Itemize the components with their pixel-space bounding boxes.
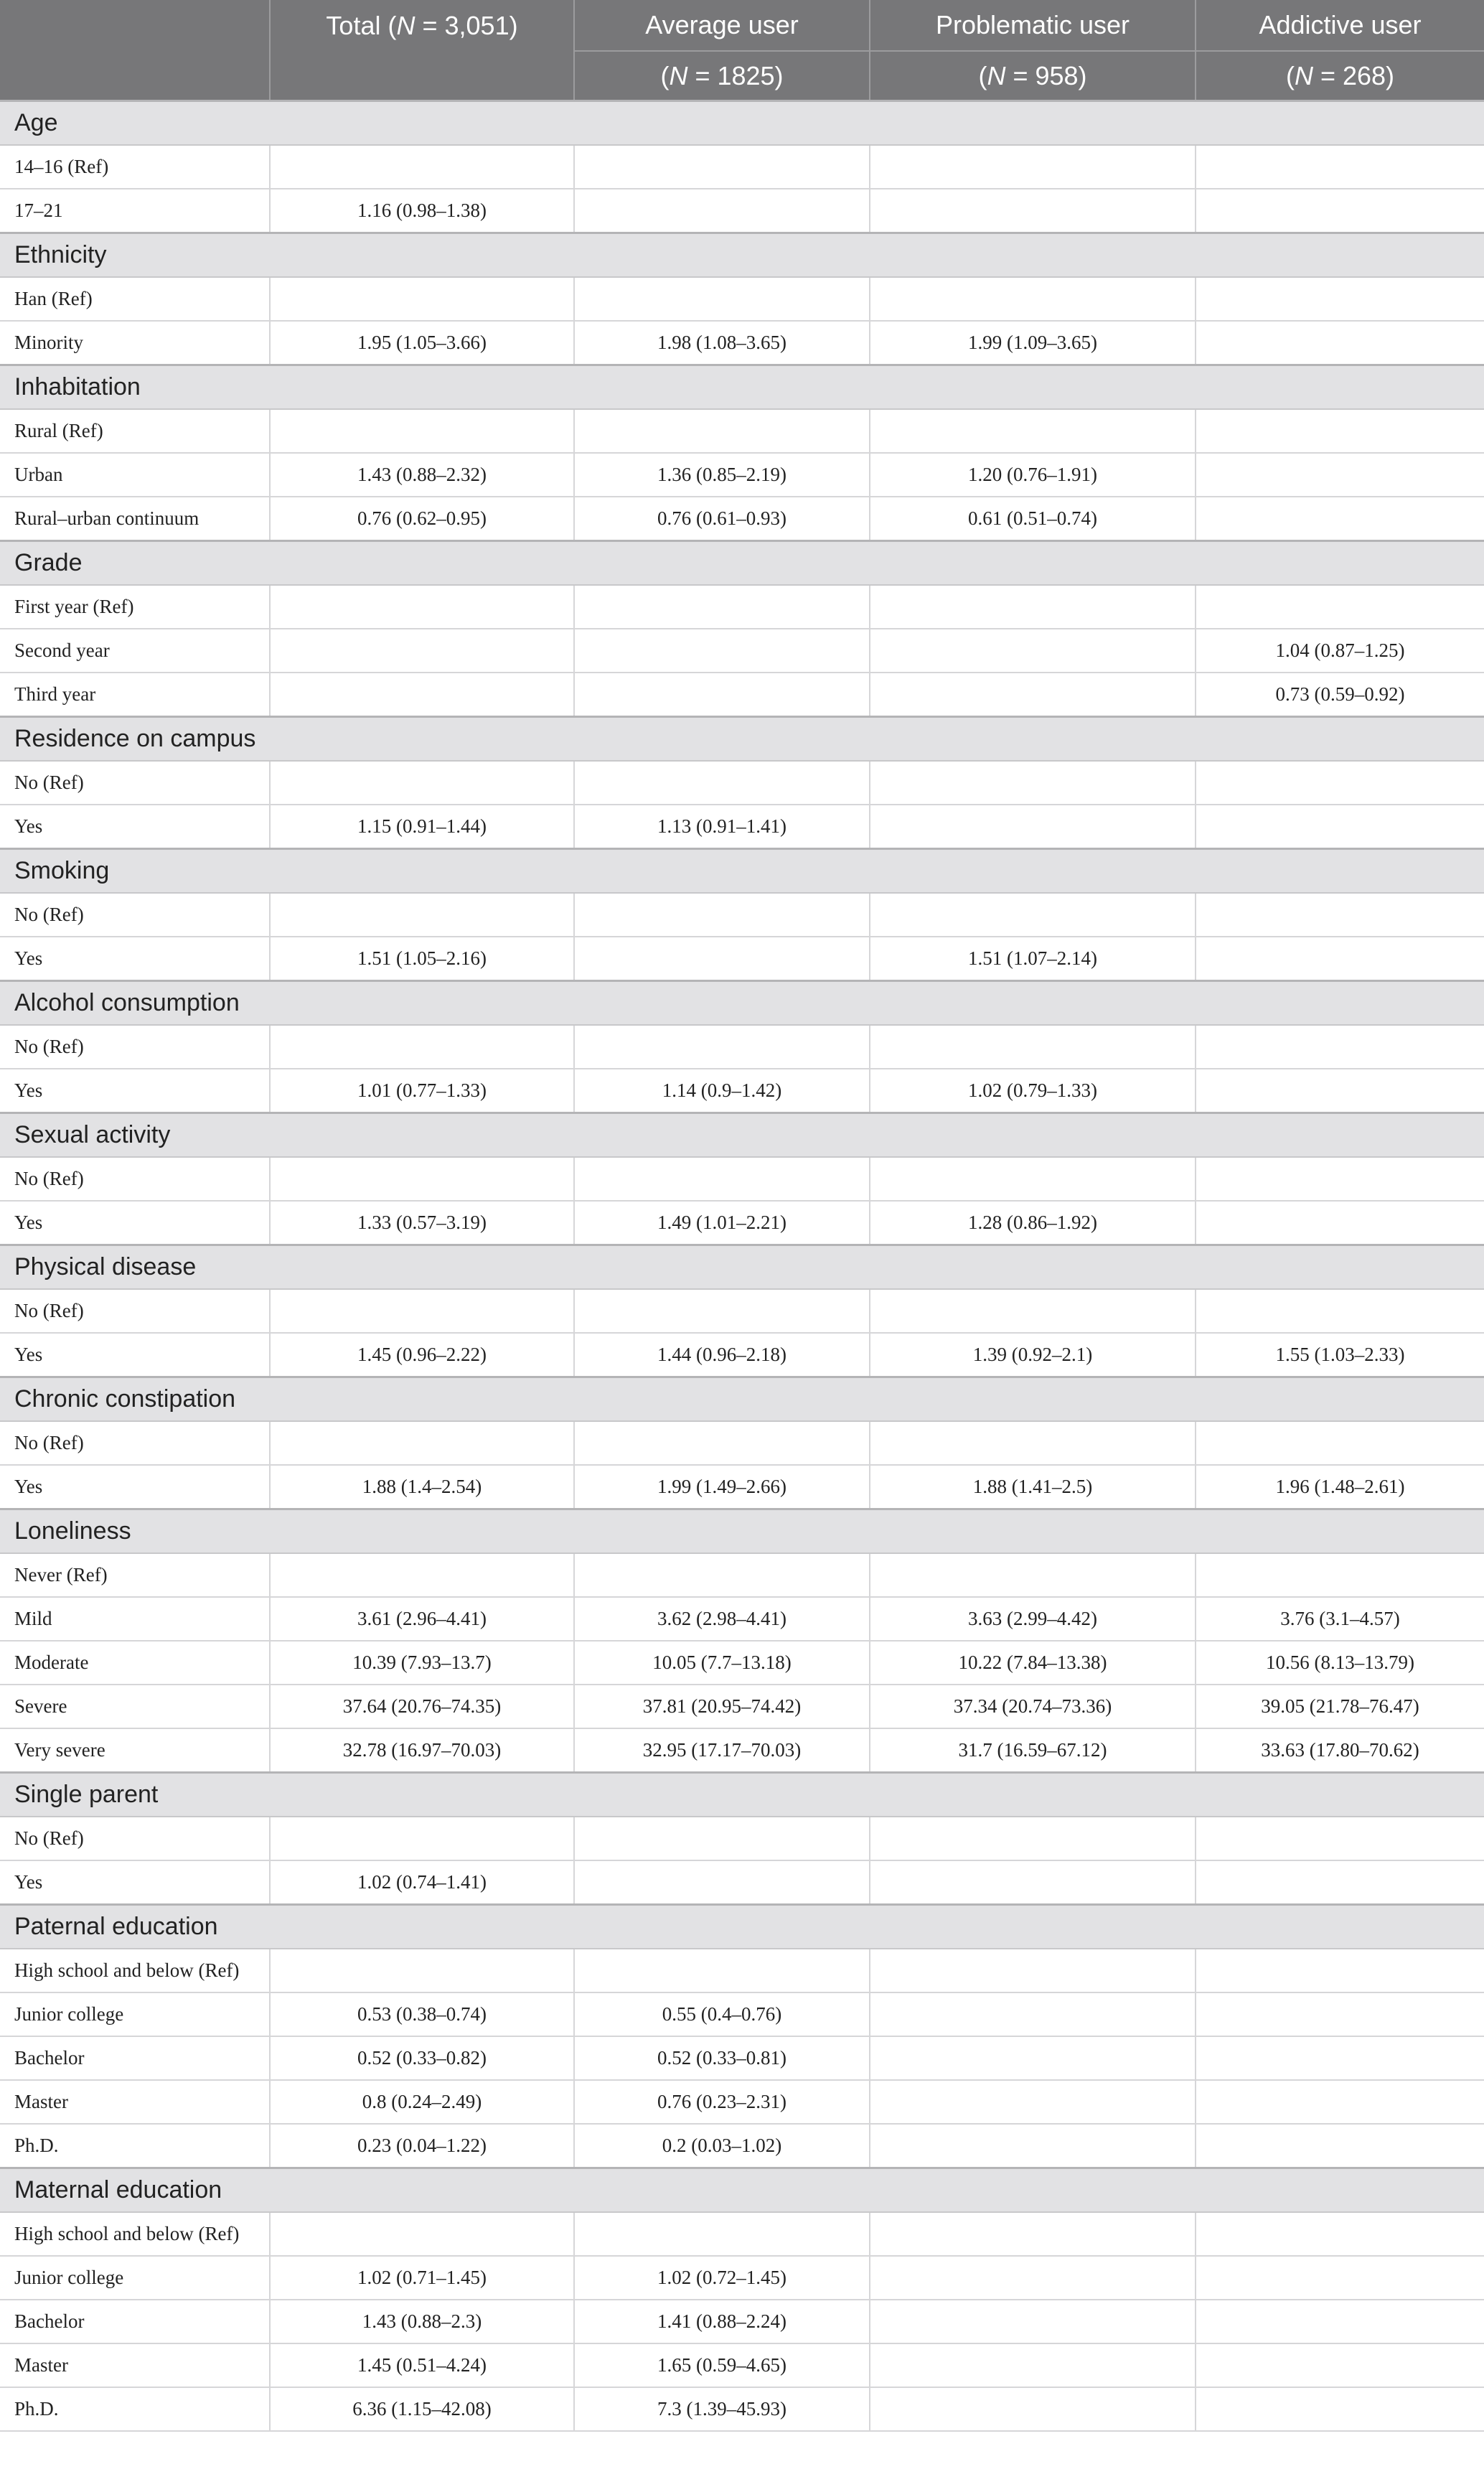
table-row [0,497,1484,541]
group-header-row [0,717,1484,762]
group-title: Smoking [0,849,1484,894]
addictive-user-cell: 3.76 (3.1–4.57) [1196,1597,1484,1641]
average-user-cell [574,2212,870,2256]
addictive-user-cell [1196,277,1484,321]
table-row [0,805,1484,849]
group-title: Sexual activity [0,1113,1484,1158]
group-title: Grade [0,541,1484,586]
table-row [0,1949,1484,1992]
table-row [0,1685,1484,1728]
problematic-user-cell: 1.39 (0.92–2.1) [870,1333,1196,1377]
problematic-user-cell: 31.7 (16.59–67.12) [870,1728,1196,1773]
total-cell: 0.8 (0.24–2.49) [270,2080,574,2124]
row-label: Master [0,2343,270,2387]
average-user-cell [574,1817,870,1860]
header-problematic-n: (N = 958) [870,51,1196,101]
header-average-n: (N = 1825) [574,51,870,101]
addictive-user-cell: 39.05 (21.78–76.47) [1196,1685,1484,1728]
row-label: Third year [0,673,270,717]
header-addictive-title: Addictive user [1196,0,1484,51]
header-average-title: Average user [574,0,870,51]
problematic-user-cell [870,1860,1196,1905]
total-cell: 1.02 (0.74–1.41) [270,1860,574,1905]
addictive-user-cell [1196,1553,1484,1597]
problematic-user-cell [870,585,1196,629]
table-row [0,1641,1484,1685]
row-label: No (Ref) [0,1025,270,1069]
row-label: High school and below (Ref) [0,2212,270,2256]
group-title: Loneliness [0,1509,1484,1554]
problematic-user-cell [870,2036,1196,2080]
table-row [0,1597,1484,1641]
header-total: Total (N = 3,051) [270,0,574,51]
average-user-cell [574,145,870,189]
average-user-cell: 1.14 (0.9–1.42) [574,1069,870,1113]
average-user-cell [574,1553,870,1597]
average-user-cell: 0.2 (0.03–1.02) [574,2124,870,2168]
total-cell: 32.78 (16.97–70.03) [270,1728,574,1773]
table-row [0,409,1484,453]
problematic-user-cell [870,673,1196,717]
group-header-row [0,1773,1484,1817]
table-row [0,1817,1484,1860]
table-row [0,1992,1484,2036]
problematic-user-cell: 1.99 (1.09–3.65) [870,321,1196,365]
average-user-cell: 0.76 (0.61–0.93) [574,497,870,541]
total-cell: 0.76 (0.62–0.95) [270,497,574,541]
addictive-user-cell [1196,761,1484,805]
row-label: 17–21 [0,189,270,233]
addictive-user-cell [1196,2036,1484,2080]
total-cell: 1.15 (0.91–1.44) [270,805,574,849]
problematic-user-cell [870,2387,1196,2431]
addictive-user-cell [1196,1421,1484,1465]
row-label: First year (Ref) [0,585,270,629]
table-row [0,277,1484,321]
total-cell: 1.43 (0.88–2.3) [270,2300,574,2343]
problematic-user-cell: 1.88 (1.41–2.5) [870,1465,1196,1509]
total-cell: 1.01 (0.77–1.33) [270,1069,574,1113]
total-cell: 0.23 (0.04–1.22) [270,2124,574,2168]
table-row [0,1157,1484,1201]
average-user-cell [574,1949,870,1992]
addictive-user-cell: 33.63 (17.80–70.62) [1196,1728,1484,1773]
total-cell: 1.43 (0.88–2.32) [270,453,574,497]
total-cell [270,1025,574,1069]
group-title: Age [0,101,1484,146]
average-user-cell [574,673,870,717]
addictive-user-cell [1196,409,1484,453]
total-cell: 1.45 (0.51–4.24) [270,2343,574,2387]
total-cell [270,1289,574,1333]
average-user-cell [574,189,870,233]
average-user-cell [574,585,870,629]
group-header-row [0,849,1484,894]
problematic-user-cell [870,189,1196,233]
average-user-cell [574,1421,870,1465]
row-label: Yes [0,937,270,981]
addictive-user-cell [1196,1289,1484,1333]
total-cell: 37.64 (20.76–74.35) [270,1685,574,1728]
row-label: No (Ref) [0,1157,270,1201]
total-cell [270,1817,574,1860]
table-row [0,1465,1484,1509]
group-header-row [0,1113,1484,1158]
row-label: Master [0,2080,270,2124]
row-label: Moderate [0,1641,270,1685]
row-label: Ph.D. [0,2124,270,2168]
average-user-cell: 1.99 (1.49–2.66) [574,1465,870,1509]
addictive-user-cell: 1.96 (1.48–2.61) [1196,1465,1484,1509]
average-user-cell: 7.3 (1.39–45.93) [574,2387,870,2431]
table-row [0,629,1484,673]
table-body [0,101,1484,2432]
addictive-user-cell [1196,2080,1484,2124]
header-blank-cell [0,0,270,51]
group-title: Chronic constipation [0,1377,1484,1422]
average-user-cell [574,1157,870,1201]
addictive-user-cell [1196,2256,1484,2300]
average-user-cell: 1.98 (1.08–3.65) [574,321,870,365]
total-cell: 6.36 (1.15–42.08) [270,2387,574,2431]
table-row [0,673,1484,717]
addictive-user-cell [1196,1069,1484,1113]
addictive-user-cell [1196,893,1484,937]
average-user-cell: 1.65 (0.59–4.65) [574,2343,870,2387]
group-header-row [0,233,1484,278]
addictive-user-cell [1196,321,1484,365]
total-cell [270,1157,574,1201]
row-label: Yes [0,1333,270,1377]
row-label: Severe [0,1685,270,1728]
group-header-row [0,365,1484,410]
group-header-row [0,1905,1484,1949]
addictive-user-cell [1196,1860,1484,1905]
addictive-user-cell [1196,1201,1484,1245]
average-user-cell: 32.95 (17.17–70.03) [574,1728,870,1773]
row-label: No (Ref) [0,1289,270,1333]
table-row [0,1201,1484,1245]
addictive-user-cell [1196,1949,1484,1992]
row-label: Minority [0,321,270,365]
problematic-user-cell [870,2300,1196,2343]
total-cell [270,673,574,717]
average-user-cell: 0.52 (0.33–0.81) [574,2036,870,2080]
group-header-row [0,101,1484,146]
group-title: Paternal education [0,1905,1484,1949]
header-addictive-n: (N = 268) [1196,51,1484,101]
total-cell: 1.16 (0.98–1.38) [270,189,574,233]
average-user-cell [574,761,870,805]
total-cell [270,629,574,673]
group-title: Inhabitation [0,365,1484,410]
total-cell: 1.51 (1.05–2.16) [270,937,574,981]
addictive-user-cell [1196,1157,1484,1201]
table-row [0,2212,1484,2256]
problematic-user-cell [870,805,1196,849]
total-cell [270,893,574,937]
problematic-user-cell [870,1817,1196,1860]
row-label: Yes [0,1201,270,1245]
total-cell: 1.45 (0.96–2.22) [270,1333,574,1377]
problematic-user-cell: 0.61 (0.51–0.74) [870,497,1196,541]
average-user-cell [574,893,870,937]
row-label: Urban [0,453,270,497]
header-total-blank [270,51,574,101]
total-cell: 1.02 (0.71–1.45) [270,2256,574,2300]
problematic-user-cell [870,2124,1196,2168]
table-row [0,1333,1484,1377]
table-row [0,2343,1484,2387]
table-row [0,2300,1484,2343]
table-row [0,2256,1484,2300]
average-user-cell [574,1860,870,1905]
problematic-user-cell: 1.28 (0.86–1.92) [870,1201,1196,1245]
total-cell: 3.61 (2.96–4.41) [270,1597,574,1641]
row-label: Yes [0,805,270,849]
addictive-user-cell: 1.55 (1.03–2.33) [1196,1333,1484,1377]
problematic-user-cell [870,761,1196,805]
row-label: Han (Ref) [0,277,270,321]
addictive-user-cell [1196,453,1484,497]
total-cell [270,409,574,453]
problematic-user-cell [870,409,1196,453]
average-user-cell [574,629,870,673]
addictive-user-cell [1196,2212,1484,2256]
average-user-cell: 1.49 (1.01–2.21) [574,1201,870,1245]
row-label: Never (Ref) [0,1553,270,1597]
average-user-cell [574,277,870,321]
table-row [0,1728,1484,1773]
addictive-user-cell [1196,2124,1484,2168]
row-label: Yes [0,1465,270,1509]
average-user-cell: 0.55 (0.4–0.76) [574,1992,870,2036]
row-label: No (Ref) [0,761,270,805]
problematic-user-cell: 1.20 (0.76–1.91) [870,453,1196,497]
total-cell [270,585,574,629]
row-label: Very severe [0,1728,270,1773]
average-user-cell [574,409,870,453]
table-row [0,1421,1484,1465]
table-row [0,1553,1484,1597]
group-title: Alcohol consumption [0,981,1484,1026]
problematic-user-cell [870,1553,1196,1597]
row-label: 14–16 (Ref) [0,145,270,189]
problematic-user-cell [870,277,1196,321]
total-cell: 1.95 (1.05–3.66) [270,321,574,365]
row-label: Junior college [0,1992,270,2036]
total-cell [270,1949,574,1992]
addictive-user-cell: 0.73 (0.59–0.92) [1196,673,1484,717]
addictive-user-cell: 10.56 (8.13–13.79) [1196,1641,1484,1685]
addictive-user-cell [1196,145,1484,189]
problematic-user-cell [870,1949,1196,1992]
table-row [0,453,1484,497]
average-user-cell: 0.76 (0.23–2.31) [574,2080,870,2124]
table-row [0,1289,1484,1333]
total-cell [270,277,574,321]
table-row [0,321,1484,365]
row-label: Rural (Ref) [0,409,270,453]
addictive-user-cell: 1.04 (0.87–1.25) [1196,629,1484,673]
row-label: No (Ref) [0,893,270,937]
total-cell: 1.88 (1.4–2.54) [270,1465,574,1509]
group-header-row [0,981,1484,1026]
addictive-user-cell [1196,937,1484,981]
table-row [0,761,1484,805]
problematic-user-cell [870,893,1196,937]
problematic-user-cell [870,1421,1196,1465]
table-row [0,2387,1484,2431]
row-label: Bachelor [0,2036,270,2080]
addictive-user-cell [1196,2387,1484,2431]
row-label: Rural–urban continuum [0,497,270,541]
average-user-cell: 1.41 (0.88–2.24) [574,2300,870,2343]
group-title: Single parent [0,1773,1484,1817]
average-user-cell: 1.02 (0.72–1.45) [574,2256,870,2300]
group-title: Physical disease [0,1245,1484,1290]
average-user-cell: 1.13 (0.91–1.41) [574,805,870,849]
table-row [0,1069,1484,1113]
problematic-user-cell [870,2080,1196,2124]
table-row [0,937,1484,981]
average-user-cell [574,937,870,981]
table-header [0,0,1484,101]
row-label: Yes [0,1860,270,1905]
header-problematic-title: Problematic user [870,0,1196,51]
problematic-user-cell [870,1992,1196,2036]
addictive-user-cell [1196,2300,1484,2343]
total-cell: 0.53 (0.38–0.74) [270,1992,574,2036]
table-row [0,2080,1484,2124]
group-title: Ethnicity [0,233,1484,278]
problematic-user-cell: 1.02 (0.79–1.33) [870,1069,1196,1113]
problematic-user-cell: 37.34 (20.74–73.36) [870,1685,1196,1728]
group-header-row [0,541,1484,586]
addictive-user-cell [1196,805,1484,849]
table-row [0,893,1484,937]
addictive-user-cell [1196,2343,1484,2387]
problematic-user-cell [870,145,1196,189]
average-user-cell: 10.05 (7.7–13.18) [574,1641,870,1685]
average-user-cell: 3.62 (2.98–4.41) [574,1597,870,1641]
total-cell [270,145,574,189]
row-label: Ph.D. [0,2387,270,2431]
group-header-row [0,1377,1484,1422]
table-row [0,585,1484,629]
row-label: Bachelor [0,2300,270,2343]
problematic-user-cell [870,2212,1196,2256]
group-title: Residence on campus [0,717,1484,762]
row-label: High school and below (Ref) [0,1949,270,1992]
table-row [0,1860,1484,1905]
problematic-user-cell [870,1289,1196,1333]
average-user-cell: 1.36 (0.85–2.19) [574,453,870,497]
table-row [0,189,1484,233]
header-blank-cell [0,51,270,101]
total-cell: 1.33 (0.57–3.19) [270,1201,574,1245]
addictive-user-cell [1196,1025,1484,1069]
table-row [0,2124,1484,2168]
problematic-user-cell [870,1157,1196,1201]
average-user-cell: 37.81 (20.95–74.42) [574,1685,870,1728]
group-header-row [0,2168,1484,2213]
average-user-cell [574,1289,870,1333]
row-label: Junior college [0,2256,270,2300]
table-row [0,145,1484,189]
row-label: No (Ref) [0,1421,270,1465]
problematic-user-cell: 3.63 (2.99–4.42) [870,1597,1196,1641]
total-cell: 10.39 (7.93–13.7) [270,1641,574,1685]
problematic-user-cell [870,2256,1196,2300]
problematic-user-cell [870,629,1196,673]
group-header-row [0,1245,1484,1290]
row-label: Second year [0,629,270,673]
problematic-user-cell: 10.22 (7.84–13.38) [870,1641,1196,1685]
total-cell [270,1553,574,1597]
average-user-cell: 1.44 (0.96–2.18) [574,1333,870,1377]
total-cell [270,1421,574,1465]
problematic-user-cell [870,1025,1196,1069]
addictive-user-cell [1196,1817,1484,1860]
addictive-user-cell [1196,585,1484,629]
table-row [0,1025,1484,1069]
table-row [0,2036,1484,2080]
total-cell [270,2212,574,2256]
group-header-row [0,1509,1484,1554]
row-label: Mild [0,1597,270,1641]
addictive-user-cell [1196,1992,1484,2036]
row-label: Yes [0,1069,270,1113]
average-user-cell [574,1025,870,1069]
problematic-user-cell: 1.51 (1.07–2.14) [870,937,1196,981]
total-cell [270,761,574,805]
group-title: Maternal education [0,2168,1484,2213]
row-label: No (Ref) [0,1817,270,1860]
addictive-user-cell [1196,497,1484,541]
addictive-user-cell [1196,189,1484,233]
problematic-user-cell [870,2343,1196,2387]
total-cell: 0.52 (0.33–0.82) [270,2036,574,2080]
